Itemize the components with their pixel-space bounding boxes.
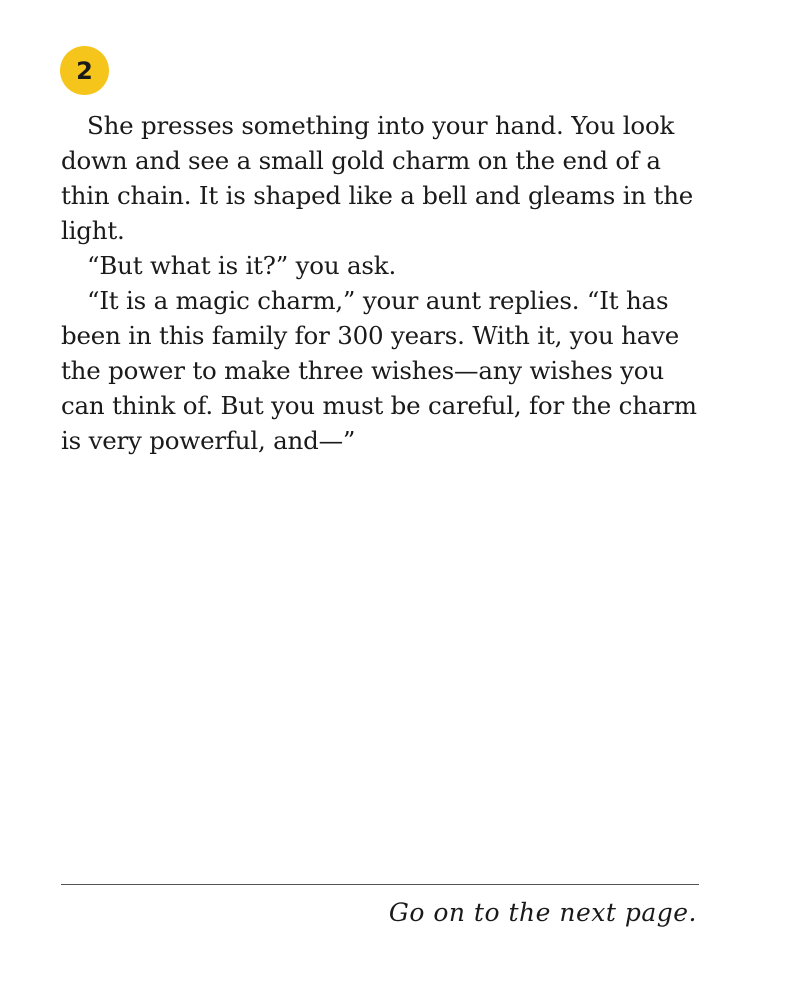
next-page-note: Go on to the next page. — [388, 898, 697, 927]
story-text — [61, 108, 701, 458]
story-paragraph: “But what is it?” you ask. — [87, 251, 397, 280]
page-number-badge — [60, 46, 109, 95]
story-paragraph: She presses something into your hand. You look down and see a small gold charm on the end of a thin chain. It is shaped like a bell and gleams in the light. — [61, 111, 694, 245]
footer-divider — [61, 884, 699, 885]
page-number: 2 — [76, 56, 93, 85]
story-paragraph: “It is a magic charm,” your aunt replies. “It has been in this family for 300 years. With it, you have the power to make three wishes—any wishes you can think of. But you must be careful, for the charm is very powerful, and—” — [61, 286, 697, 455]
